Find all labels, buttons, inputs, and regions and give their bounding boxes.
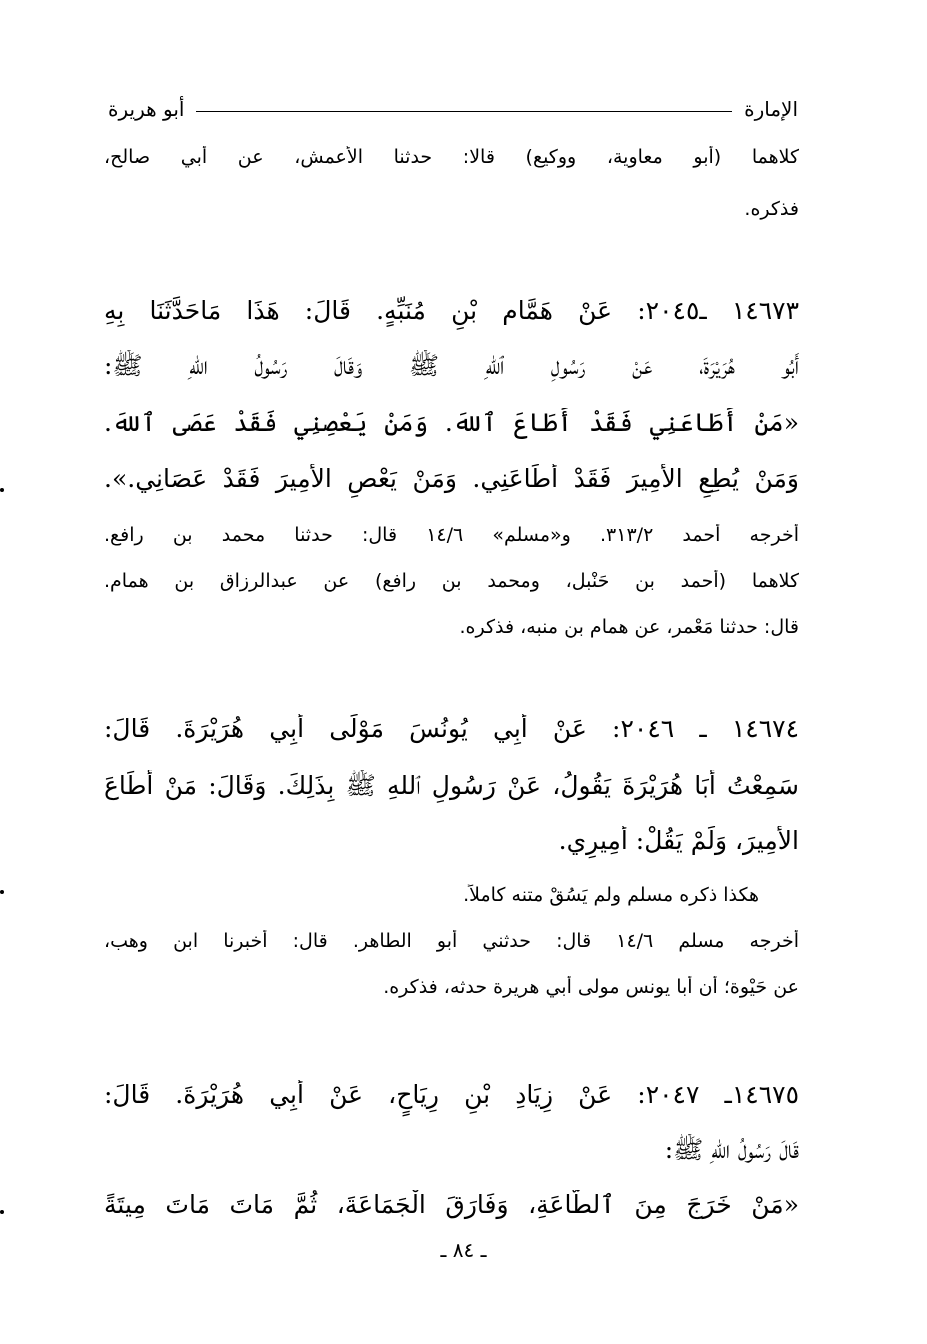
header-rule [196,111,732,112]
text-line: كلاهما (أبو معاوية، ووكيع) قالا: حدثنا الأعمش، عن أبي صالح، [104,146,799,168]
takhrij-line: أخرجه أحمد ٣١٣/٢. و«مسلم» ١٤/٦ قال: حدثنا محمد بن رافع. [104,524,799,546]
hadith-heading-14674: ١٤٦٧٤ ـ ٢٠٤٦: عَنْ أَبِي يُونُسَ مَوْلَى أَبِي هُرَيْرَةَ. قَالَ: [104,714,799,743]
running-header [108,94,798,124]
text-line: سَمِعْتُ أَبَا هُرَيْرَةَ يَقُولُ، عَنْ رَسُولِ ٱللهِ ﷺ بِذَلِكَ. وَقَالَ: مَنْ أَطَاعَ [104,771,799,800]
text-line: الأَمِيرَ، وَلَمْ يَقُلْ: أَمِيرِي. [558,826,799,855]
text-line: قَالَ رَسُولُ اللهِ ﷺ: [664,1135,799,1164]
hadith-heading-14673: ١٤٦٧٣ ـ٢٠٤٥: عَنْ هَمَّام بْنِ مُنَبِّهٍ. قَالَ: هَذَا مَاحَدَّثَنَا بِهِ [104,296,799,325]
hadith-heading-14675: ١٤٦٧٥ـ ٢٠٤٧: عَنْ زِيَادِ بْنِ رِيَاحٍ، عَنْ أَبِي هُرَيْرَةَ. قَالَ: [104,1080,799,1109]
text-line: وَمَنْ يُطِعِ الأَمِيرَ فَقَدْ أَطَاعَنِي. وَمَنْ يَعْصِ الأَمِيرَ فَقَدْ عَصَانِي.». [104,464,799,493]
text-line: فذكره. [744,198,799,220]
margin-mark [0,890,4,894]
margin-mark [0,1210,4,1214]
text-line: «مَنْ خَرَجَ مِنَ ٱلطَّاعَةِ، وَفَارَقَ الْجَمَاعَةَ، ثُمَّ مَاتَ مَاتَ مِيتَةً [104,1190,799,1219]
takhrij-line: عن حَيْوة؛ أن أبا يونس مولى أبي هريرة حدثه، فذكره. [383,976,799,998]
page-number: ـ ٨٤ ـ [440,1238,487,1262]
header-section-title: الإمارة [744,97,798,121]
text-line: «مَنْ أَطَاعَنِي فَقَدْ أَطَاعَ ٱللهَ. وَمَنْ يَعْصِنِي فَقَدْ عَصَى ٱللهَ. [104,408,799,437]
takhrij-line: كلاهما (أحمد بن حَنْبل، ومحمد بن رافع) عن عبدالرزاق بن همام. [104,570,799,592]
takhrij-line: قال: حدثنا مَعْمر، عن همام بن منبه، فذكره. [459,616,799,638]
takhrij-line: أخرجه مسلم ١٤/٦ قال: حدثني أبو الطاهر. قال: أخبرنا ابن وهب، [104,930,799,952]
header-narrator: أبو هريرة [108,97,185,121]
text-line: أَبُو هُرَيْرَةَ، عَنْ رَسُولِ ٱللهِ ﷺ وَقَالَ رَسُولُ اللهِ ﷺ: [104,351,799,380]
margin-mark [0,488,4,492]
text-line: هكذا ذكره مسلم ولم يَسُقْ متنه كاملاً. [463,884,759,906]
